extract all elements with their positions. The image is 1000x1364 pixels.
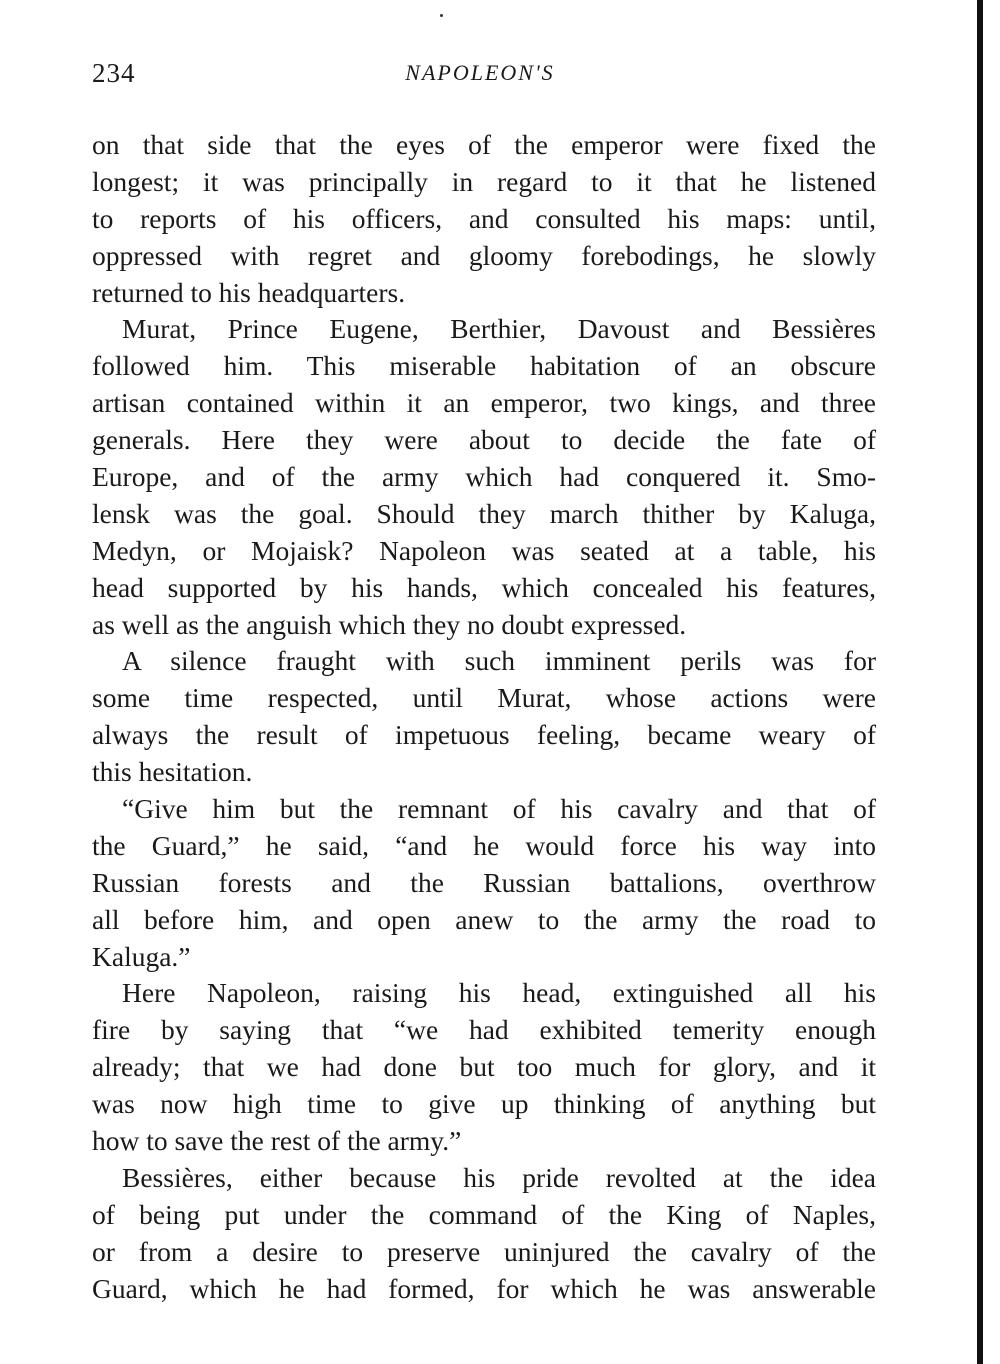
text-line: generals. Here they were about to decide the fate of [92, 424, 876, 456]
text-line: or from a desire to preserve uninjured the cavalry of the [92, 1235, 876, 1267]
body-text [92, 127, 876, 1308]
text-line: always the result of impetuous feeling, became weary of [92, 719, 876, 751]
text-line: returned to his headquarters. [92, 276, 406, 308]
text-line: followed him. This miserable habitation of an obscure [92, 350, 876, 382]
text-line: Guard, which he had formed, for which he was answerable [92, 1272, 876, 1304]
text-line: as well as the anguish which they no doubt expressed. [92, 608, 687, 640]
text-line: Europe, and of the army which had conquered it. Smo- [92, 461, 876, 493]
text-line: lensk was the goal. Should they march thither by Kaluga, [92, 497, 876, 529]
text-line: fire by saying that “we had exhibited temerity enough [92, 1014, 876, 1046]
text-line: Here Napoleon, raising his head, extinguished all his [122, 977, 876, 1009]
text-line: A silence fraught with such imminent perils was for [122, 645, 876, 677]
text-line: some time respected, until Murat, whose actions were [92, 682, 876, 714]
text-line: the Guard,” he said, “and he would force his way into [92, 829, 876, 861]
text-line: oppressed with regret and gloomy forebodings, he slowly [92, 239, 876, 271]
text-line: Russian forests and the Russian battalions, overthrow [92, 866, 876, 898]
page-edge-shadow [977, 0, 983, 1364]
text-line: Murat, Prince Eugene, Berthier, Davoust and Bessières [122, 313, 876, 345]
text-line: Medyn, or Mojaisk? Napoleon was seated at a table, his [92, 534, 876, 566]
text-line: this hesitation. [92, 756, 253, 788]
text-line: Bessières, either because his pride revolted at the idea [122, 1161, 876, 1193]
text-line: already; that we had done but too much for glory, and it [92, 1051, 876, 1083]
text-line: all before him, and open anew to the army the road to [92, 903, 876, 935]
scan-speck [440, 14, 443, 17]
text-line: how to save the rest of the army.” [92, 1125, 462, 1157]
text-line: was now high time to give up thinking of anything but [92, 1088, 876, 1120]
running-title: NAPOLEON'S [405, 60, 555, 85]
text-line: on that side that the eyes of the emperor were fixed the [92, 129, 876, 160]
text-line: head supported by his hands, which concealed his features, [92, 571, 876, 603]
page-number: 234 [92, 58, 136, 88]
text-line: artisan contained within it an emperor, two kings, and three [92, 387, 876, 419]
text-line: “Give him but the remnant of his cavalry and that of [122, 793, 876, 825]
text-line: Kaluga.” [92, 940, 191, 972]
text-line: longest; it was principally in regard to it that he listened [92, 165, 876, 197]
text-line: to reports of his officers, and consulted his maps: until, [92, 202, 876, 234]
text-line: of being put under the command of the King of Naples, [92, 1198, 876, 1230]
